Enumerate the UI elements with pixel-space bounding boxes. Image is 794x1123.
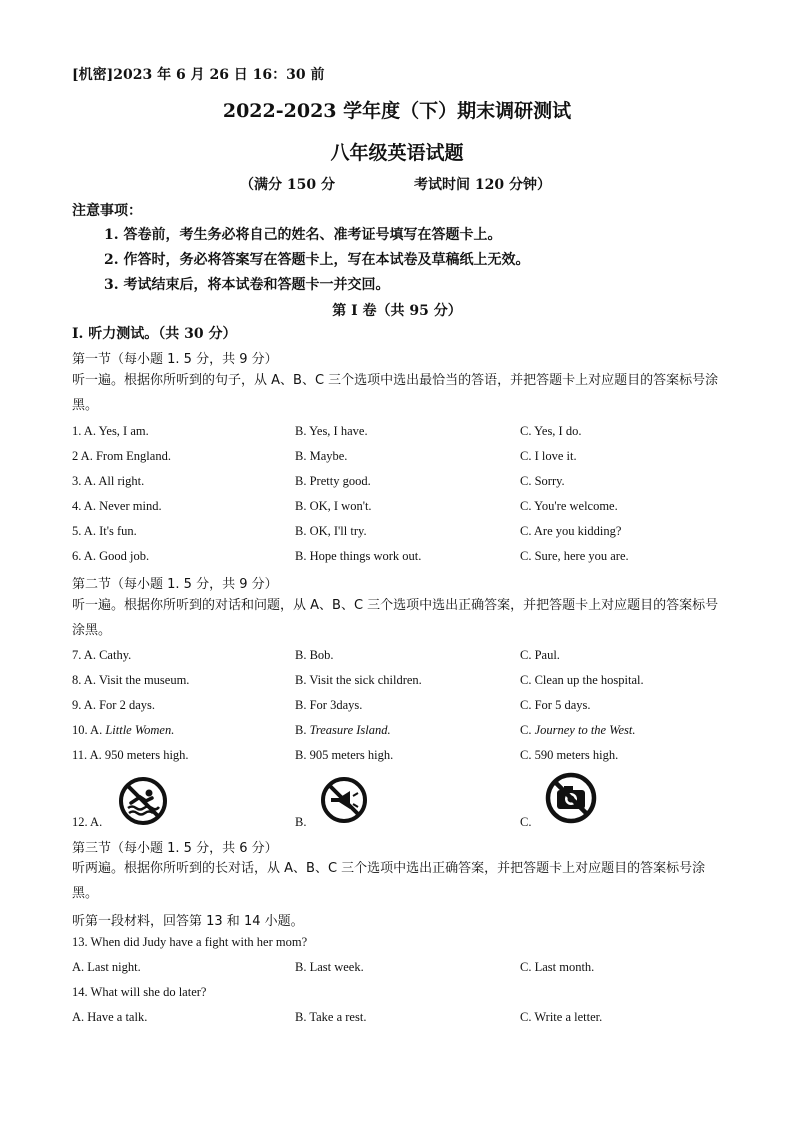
q8-option-a: 8. A. Visit the museum. bbox=[72, 673, 190, 687]
no-honking-icon bbox=[320, 776, 368, 824]
q8-option-b: B. Visit the sick children. bbox=[295, 673, 422, 687]
q7-option-a: 7. A. Cathy. bbox=[72, 648, 132, 662]
q6-option-c: C. Sure, here you are. bbox=[520, 549, 629, 563]
q11-option-a: 11. A. 950 meters high. bbox=[72, 748, 189, 762]
subsection-2-instructions: 听一遍。根据你所听到的对话和问题，从 A、B、C 三个选项中选出正确答案，并把答题卡上对应题目的答案标号涂黑。 bbox=[72, 598, 719, 638]
notice-heading: 注意事项： bbox=[72, 203, 142, 219]
q2-option-a: 2 A. From England. bbox=[72, 449, 171, 463]
q13-option-b: B. Last week. bbox=[295, 960, 364, 974]
confidential-note: [机密]2023 年 6 月 26 日 16：30 前 bbox=[72, 67, 325, 83]
subsection-1-instructions: 听一遍。根据你所听到的句子，从 A、B、C 三个选项中选出最恰当的答语，并把答题卡上对应题目的答案标号涂黑。 bbox=[72, 373, 719, 413]
subsection-2-heading: 第二节（每小题 1. 5 分，共 9 分） bbox=[72, 577, 278, 592]
exam-time: 考试时间 120 分钟） bbox=[414, 177, 551, 193]
q14-option-c: C. Write a letter. bbox=[520, 1010, 603, 1024]
notice-item: 1. 答卷前，考生务必将自己的姓名、准考证号填写在答题卡上。 bbox=[104, 227, 502, 243]
q3-option-c: C. Sorry. bbox=[520, 474, 565, 488]
q2-option-c: C. I love it. bbox=[520, 449, 577, 463]
q10-b-prefix: B. bbox=[295, 723, 307, 737]
q10-a-title: Little Women. bbox=[105, 723, 175, 737]
q7-option-b: B. Bob. bbox=[295, 648, 334, 662]
q6-option-b: B. Hope things work out. bbox=[295, 549, 422, 563]
exam-subtitle: 八年级英语试题 bbox=[330, 142, 464, 164]
q10-b-title: Treasure Island. bbox=[309, 723, 391, 737]
notice-item: 3. 考试结束后，将本试卷和答题卡一并交回。 bbox=[104, 277, 390, 293]
no-swimming-icon bbox=[118, 776, 168, 826]
q5-option-b: B. OK, I'll try. bbox=[295, 524, 367, 538]
q13-question: 13. When did Judy have a fight with her mom? bbox=[72, 935, 308, 949]
full-score: （满分 150 分 bbox=[240, 177, 335, 193]
q2-option-b: B. Maybe. bbox=[295, 449, 348, 463]
q14-question: 14. What will she do later? bbox=[72, 985, 207, 999]
q14-option-b: B. Take a rest. bbox=[295, 1010, 367, 1024]
section-heading: I. 听力测试。（共 30 分） bbox=[72, 326, 237, 342]
material-1-note: 听第一段材料，回答第 13 和 14 小题。 bbox=[72, 914, 304, 929]
q4-option-b: B. OK, I won't. bbox=[295, 499, 372, 513]
exam-title: 2022-2023 学年度（下）期末调研测试 bbox=[222, 100, 572, 122]
subsection-3-heading: 第三节（每小题 1. 5 分，共 6 分） bbox=[72, 841, 278, 856]
q12-option-c: C. bbox=[520, 815, 532, 829]
q1-option-b: B. Yes, I have. bbox=[295, 424, 368, 438]
q12-option-a: 12. A. bbox=[72, 815, 103, 829]
q11-option-b: B. 905 meters high. bbox=[295, 748, 394, 762]
q10-c-prefix: C. bbox=[520, 723, 532, 737]
q10-option-c bbox=[520, 723, 636, 738]
notice-item: 2. 作答时，务必将答案写在答题卡上，写在本试卷及草稿纸上无效。 bbox=[104, 252, 530, 268]
q10-option-a bbox=[72, 723, 174, 738]
q4-option-a: 4. A. Never mind. bbox=[72, 499, 162, 513]
q11-option-c: C. 590 meters high. bbox=[520, 748, 619, 762]
q4-option-c: C. You're welcome. bbox=[520, 499, 618, 513]
q10-a-prefix: 10. A. bbox=[72, 723, 103, 737]
q12-option-b: B. bbox=[295, 815, 307, 829]
q10-option-b bbox=[295, 723, 391, 738]
q5-option-c: C. Are you kidding? bbox=[520, 524, 622, 538]
q6-option-a: 6. A. Good job. bbox=[72, 549, 150, 563]
q14-option-a: A. Have a talk. bbox=[72, 1010, 148, 1024]
q9-option-a: 9. A. For 2 days. bbox=[72, 698, 155, 712]
q8-option-c: C. Clean up the hospital. bbox=[520, 673, 644, 687]
q7-option-c: C. Paul. bbox=[520, 648, 560, 662]
q9-option-c: C. For 5 days. bbox=[520, 698, 591, 712]
subsection-1-heading: 第一节（每小题 1. 5 分，共 9 分） bbox=[72, 352, 278, 367]
q1-option-a: 1. A. Yes, I am. bbox=[72, 424, 149, 438]
q3-option-a: 3. A. All right. bbox=[72, 474, 145, 488]
no-photography-icon bbox=[544, 771, 598, 825]
q13-option-c: C. Last month. bbox=[520, 960, 595, 974]
q10-c-title: Journey to the West. bbox=[534, 723, 636, 737]
part-heading: 第 I 卷（共 95 分） bbox=[332, 303, 462, 319]
q13-option-a: A. Last night. bbox=[72, 960, 141, 974]
q9-option-b: B. For 3days. bbox=[295, 698, 363, 712]
q3-option-b: B. Pretty good. bbox=[295, 474, 371, 488]
q5-option-a: 5. A. It's fun. bbox=[72, 524, 137, 538]
subsection-3-instructions: 听两遍。根据你所听到的长对话，从 A、B、C 三个选项中选出正确答案，并把答题卡上对应题目的答案标号涂黑。 bbox=[72, 861, 706, 901]
q1-option-c: C. Yes, I do. bbox=[520, 424, 582, 438]
